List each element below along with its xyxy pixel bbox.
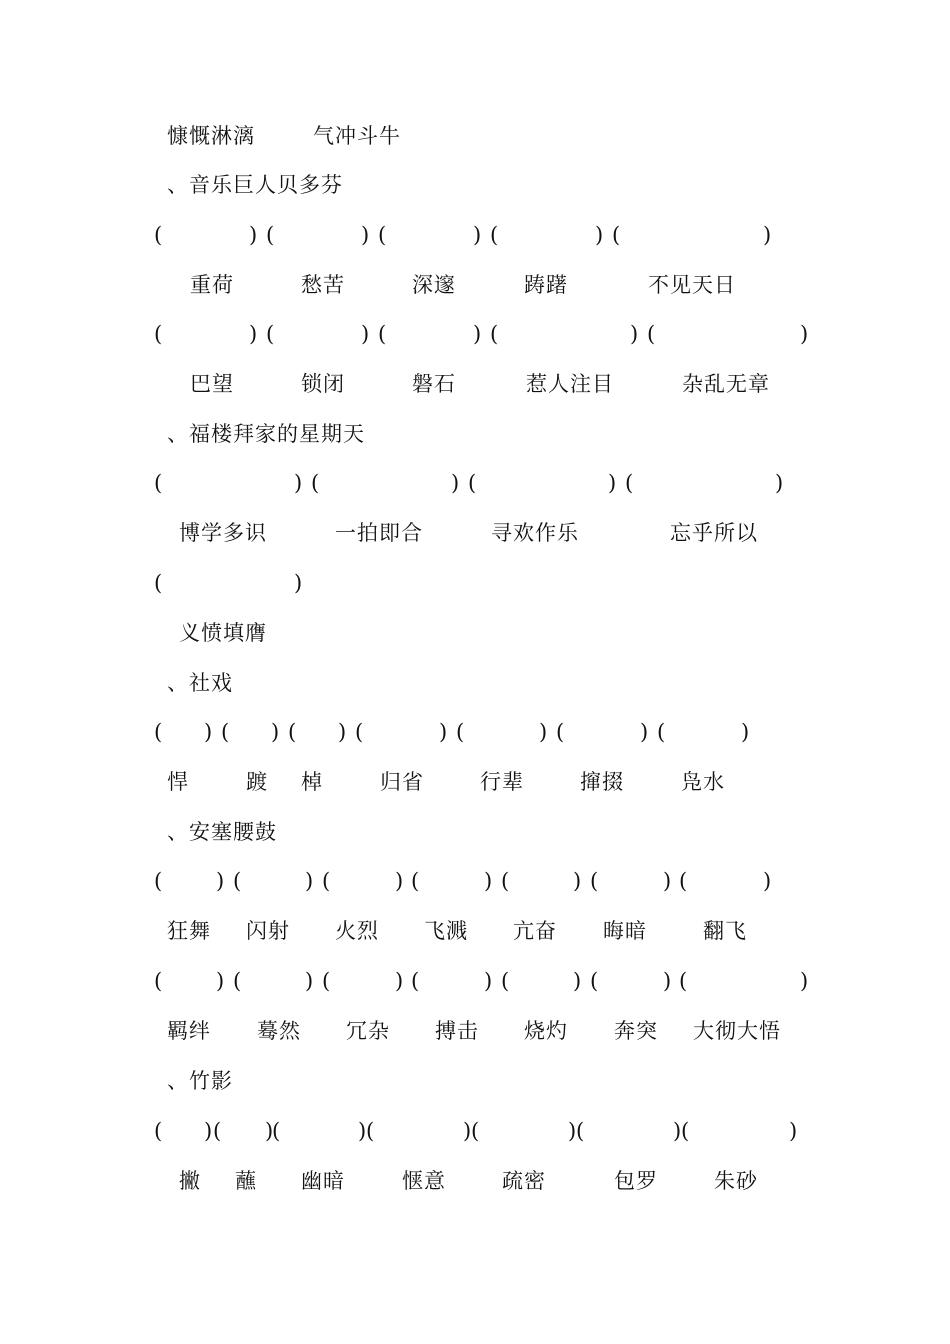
close-paren: ) <box>573 869 582 893</box>
vocab-word: 羁绊 <box>167 1019 211 1043</box>
close-paren: ) <box>204 1119 213 1143</box>
vocab-word: 棹 <box>301 770 323 794</box>
vocab-word: 博学多识 <box>179 521 267 545</box>
open-paren: ( <box>266 322 275 346</box>
close-paren: ) <box>568 1119 577 1143</box>
close-paren: ) <box>439 720 448 744</box>
open-paren: ( <box>590 869 599 893</box>
blank-row <box>0 966 950 996</box>
close-paren: ) <box>608 471 617 495</box>
section-heading: 、音乐巨人贝多芬 <box>167 173 343 197</box>
open-paren: ( <box>221 720 230 744</box>
vocab-row <box>0 1016 950 1046</box>
vocab-row <box>0 1166 950 1196</box>
vocab-word: 悍 <box>167 770 189 794</box>
close-paren: ) <box>663 869 672 893</box>
open-paren: ( <box>154 571 163 595</box>
vocab-word: 飞溅 <box>424 919 468 943</box>
vocab-row <box>0 916 950 946</box>
vocab-word: 闪射 <box>246 919 290 943</box>
close-paren: ) <box>358 1119 367 1143</box>
close-paren: ) <box>305 969 314 993</box>
vocab-word: 狂舞 <box>167 919 211 943</box>
open-paren: ( <box>625 471 634 495</box>
vocab-word: 气冲斗牛 <box>313 124 401 148</box>
open-paren: ( <box>679 969 688 993</box>
vocab-word: 重荷 <box>190 273 234 297</box>
open-paren: ( <box>590 969 599 993</box>
vocab-row <box>0 270 950 300</box>
open-paren: ( <box>233 969 242 993</box>
open-paren: ( <box>154 869 163 893</box>
vocab-word: 归省 <box>380 770 424 794</box>
close-paren: ) <box>338 720 347 744</box>
close-paren: ) <box>249 223 258 247</box>
close-paren: ) <box>473 223 482 247</box>
vocab-word: 幽暗 <box>301 1169 345 1193</box>
section-heading-row <box>0 817 950 847</box>
close-paren: ) <box>484 969 493 993</box>
close-paren: ) <box>249 322 258 346</box>
open-paren: ( <box>154 322 163 346</box>
close-paren: ) <box>294 471 303 495</box>
open-paren: ( <box>154 471 163 495</box>
close-paren: ) <box>361 322 370 346</box>
open-paren: ( <box>213 1119 222 1143</box>
vocab-row <box>0 121 950 151</box>
open-paren: ( <box>378 322 387 346</box>
open-paren: ( <box>501 869 510 893</box>
vocab-word: 奔突 <box>614 1019 658 1043</box>
close-paren: ) <box>395 869 404 893</box>
vocab-word: 巴望 <box>190 372 234 396</box>
blank-row <box>0 468 950 498</box>
open-paren: ( <box>233 869 242 893</box>
vocab-word: 翻飞 <box>703 919 747 943</box>
close-paren: ) <box>265 1119 274 1143</box>
close-paren: ) <box>216 869 225 893</box>
close-paren: ) <box>484 869 493 893</box>
open-paren: ( <box>411 869 420 893</box>
vocab-word: 蓦然 <box>257 1019 301 1043</box>
vocab-word: 火烈 <box>335 919 379 943</box>
open-paren: ( <box>322 869 331 893</box>
section-heading: 、竹影 <box>167 1069 233 1093</box>
close-paren: ) <box>361 223 370 247</box>
close-paren: ) <box>741 720 750 744</box>
open-paren: ( <box>154 1119 163 1143</box>
close-paren: ) <box>294 571 303 595</box>
open-paren: ( <box>468 471 477 495</box>
blank-row <box>0 220 950 250</box>
blank-row <box>0 319 950 349</box>
open-paren: ( <box>471 1119 480 1143</box>
open-paren: ( <box>366 1119 375 1143</box>
vocab-word: 行辈 <box>480 770 524 794</box>
blank-row <box>0 717 950 747</box>
vocab-word: 忘乎所以 <box>670 521 758 545</box>
open-paren: ( <box>411 969 420 993</box>
vocab-word: 蘸 <box>235 1169 257 1193</box>
close-paren: ) <box>204 720 213 744</box>
blank-row <box>0 866 950 896</box>
close-paren: ) <box>595 223 604 247</box>
open-paren: ( <box>272 1119 281 1143</box>
blank-row <box>0 1116 950 1146</box>
vocab-word: 朱砂 <box>714 1169 758 1193</box>
open-paren: ( <box>154 969 163 993</box>
close-paren: ) <box>775 471 784 495</box>
close-paren: ) <box>630 322 639 346</box>
vocab-word: 晦暗 <box>603 919 647 943</box>
close-paren: ) <box>663 969 672 993</box>
open-paren: ( <box>154 720 163 744</box>
vocab-word: 锁闭 <box>301 372 345 396</box>
close-paren: ) <box>763 223 772 247</box>
vocab-row <box>0 618 950 648</box>
vocab-row <box>0 767 950 797</box>
vocab-word: 包罗 <box>614 1169 658 1193</box>
vocab-word: 一拍即合 <box>335 521 423 545</box>
open-paren: ( <box>501 969 510 993</box>
vocab-word: 惬意 <box>402 1169 446 1193</box>
vocab-word: 不见天日 <box>648 273 736 297</box>
vocab-word: 烧灼 <box>524 1019 568 1043</box>
close-paren: ) <box>395 969 404 993</box>
open-paren: ( <box>322 969 331 993</box>
open-paren: ( <box>681 1119 690 1143</box>
close-paren: ) <box>789 1119 798 1143</box>
open-paren: ( <box>266 223 275 247</box>
close-paren: ) <box>800 969 809 993</box>
vocab-word: 惹人注目 <box>526 372 614 396</box>
vocab-word: 寻欢作乐 <box>491 521 579 545</box>
close-paren: ) <box>463 1119 472 1143</box>
open-paren: ( <box>679 869 688 893</box>
vocab-word: 凫水 <box>681 770 725 794</box>
vocab-row <box>0 369 950 399</box>
vocab-word: 冗杂 <box>346 1019 390 1043</box>
section-heading-row <box>0 668 950 698</box>
close-paren: ) <box>673 1119 682 1143</box>
open-paren: ( <box>154 223 163 247</box>
open-paren: ( <box>355 720 364 744</box>
close-paren: ) <box>271 720 280 744</box>
vocab-row <box>0 518 950 548</box>
close-paren: ) <box>216 969 225 993</box>
close-paren: ) <box>451 471 460 495</box>
vocab-word: 疏密 <box>502 1169 546 1193</box>
vocab-word: 磐石 <box>412 372 456 396</box>
open-paren: ( <box>576 1119 585 1143</box>
vocab-word: 踱 <box>246 770 268 794</box>
vocab-word: 亢奋 <box>513 919 557 943</box>
vocab-word: 慷慨淋漓 <box>167 124 255 148</box>
blank-row <box>0 568 950 598</box>
open-paren: ( <box>647 322 656 346</box>
section-heading: 、社戏 <box>167 671 233 695</box>
section-heading-row <box>0 1066 950 1096</box>
close-paren: ) <box>640 720 649 744</box>
open-paren: ( <box>456 720 465 744</box>
close-paren: ) <box>473 322 482 346</box>
close-paren: ) <box>763 869 772 893</box>
open-paren: ( <box>612 223 621 247</box>
open-paren: ( <box>556 720 565 744</box>
vocab-word: 大彻大悟 <box>693 1019 781 1043</box>
section-heading: 、福楼拜家的星期天 <box>167 422 365 446</box>
close-paren: ) <box>800 322 809 346</box>
vocab-word: 愁苦 <box>301 273 345 297</box>
open-paren: ( <box>288 720 297 744</box>
vocab-word: 搏击 <box>435 1019 479 1043</box>
close-paren: ) <box>539 720 548 744</box>
vocab-word: 踌躇 <box>524 273 568 297</box>
open-paren: ( <box>657 720 666 744</box>
vocab-word: 杂乱无章 <box>682 372 770 396</box>
vocab-word: 撺掇 <box>580 770 624 794</box>
close-paren: ) <box>573 969 582 993</box>
vocab-word: 撇 <box>179 1169 201 1193</box>
section-heading: 、安塞腰鼓 <box>167 820 277 844</box>
close-paren: ) <box>305 869 314 893</box>
open-paren: ( <box>490 322 499 346</box>
vocab-word: 义愤填膺 <box>179 621 267 645</box>
open-paren: ( <box>378 223 387 247</box>
open-paren: ( <box>311 471 320 495</box>
section-heading-row <box>0 419 950 449</box>
section-heading-row <box>0 170 950 200</box>
open-paren: ( <box>490 223 499 247</box>
vocab-word: 深邃 <box>412 273 456 297</box>
